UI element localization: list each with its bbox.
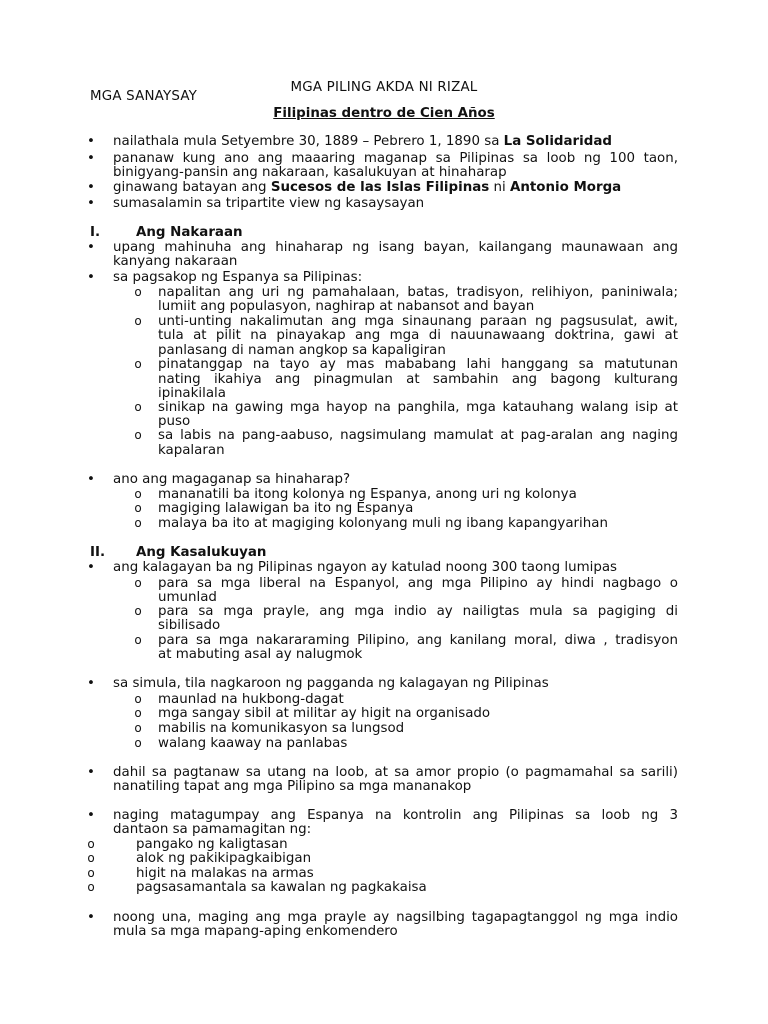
- circle-bullet-icon: o: [87, 851, 95, 865]
- circle-bullet-icon: o: [134, 604, 142, 618]
- circle-bullet-icon: o: [87, 880, 95, 894]
- intro-bullet-3-text: ginawang batayan ang: [113, 180, 271, 195]
- s2-improvement-3: mabilis na komunikasyon sa lungsod: [158, 721, 405, 736]
- circle-bullet-icon: o: [87, 837, 95, 851]
- s1-sub-3-line-3: ipinakilala: [158, 386, 226, 401]
- circle-bullet-icon: o: [134, 285, 142, 299]
- s1-sub-5-line-2: kapalaran: [158, 443, 225, 458]
- section-2-numeral: II.: [90, 545, 106, 560]
- s2-bullet-4-line-2: dantaon sa pamamagitan ng:: [113, 822, 312, 837]
- s2-bullet-1: ang kalagayan ba ng Pilipinas ngayon ay katulad noong 300 taong lumipas: [113, 560, 618, 575]
- intro-bullet-4: sumasalamin sa tripartite view ng kasaysayan: [113, 196, 425, 211]
- bullet-icon: •: [87, 180, 95, 195]
- circle-bullet-icon: o: [134, 706, 142, 720]
- s2-method-1: pangako ng kaligtasan: [136, 837, 288, 852]
- circle-bullet-icon: o: [134, 501, 142, 515]
- s1-sub-3-line-1: pinatanggap na tayo ay mas mababang lahi hanggang sa matutunan: [158, 357, 678, 372]
- s2-method-3: higit na malakas na armas: [136, 866, 314, 881]
- intro-bullet-3-mid: ni: [489, 180, 510, 195]
- source-title: Sucesos de las Islas Filipinas: [270, 180, 490, 195]
- bullet-icon: •: [87, 676, 95, 691]
- publication-name: La Solidaridad: [503, 134, 612, 149]
- bullet-icon: •: [87, 765, 95, 780]
- s2-bullet-3-line-1: dahil sa pagtanaw sa utang na loob, at sa amor propio (o pagmamahal sa sarili): [113, 765, 678, 780]
- circle-bullet-icon: o: [134, 721, 142, 735]
- s2-sub-2-line-1: para sa mga prayle, ang mga indio ay nailigtas mula sa pagiging di: [158, 604, 678, 619]
- s1-bullet-1-line-2: kanyang nakaraan: [113, 254, 238, 269]
- circle-bullet-icon: o: [134, 736, 142, 750]
- s1-sub-2-line-1: unti-unting nakalimutan ang mga sinaunang paraan ng pagsusulat, awit,: [158, 314, 678, 329]
- s1-bullet-3: ano ang magaganap sa hinaharap?: [113, 472, 351, 487]
- s1-sub-2-line-2: tula at pilit na pinayakap ang mga di nauunawaang doktrina, gawi at: [158, 328, 678, 343]
- circle-bullet-icon: o: [87, 866, 95, 880]
- circle-bullet-icon: o: [134, 633, 142, 647]
- s1-question-1: mananatili ba itong kolonya ng Espanya, anong uri ng kolonya: [158, 487, 577, 502]
- s1-sub-1-line-2: lumiit ang populasyon, naghirap at nabansot and bayan: [158, 299, 535, 314]
- section-2-heading: Ang Kasalukuyan: [136, 545, 267, 560]
- document-title: MGA PILING AKDA NI RIZAL: [290, 80, 478, 95]
- intro-bullet-2-line-1: pananaw kung ano ang maaaring maganap sa Pilipinas sa loob ng 100 taon,: [113, 151, 678, 166]
- s1-bullet-2: sa pagsakop ng Espanya sa Pilipinas:: [113, 270, 363, 285]
- section-1-heading: Ang Nakaraan: [136, 225, 243, 240]
- s1-sub-1-line-1: napalitan ang uri ng pamahalaan, batas, tradisyon, relihiyon, paniniwala;: [158, 285, 678, 300]
- s1-sub-5-line-1: sa labis na pang-aabuso, nagsimulang mamulat at pag-aralan ang naging: [158, 428, 678, 443]
- circle-bullet-icon: o: [134, 400, 142, 414]
- essay-title: Filipinas dentro de Cien Años: [273, 106, 495, 121]
- s2-method-4: pagsasamantala sa kawalan ng pagkakaisa: [136, 880, 427, 895]
- bullet-icon: •: [87, 910, 95, 925]
- bullet-icon: •: [87, 151, 95, 166]
- intro-bullet-2-line-2: binigyang-pansin ang nakaraan, kasalukuyan at hinaharap: [113, 165, 507, 180]
- s2-method-2: alok ng pakikipagkaibigan: [136, 851, 312, 866]
- intro-bullet-1-text: nailathala mula Setyembre 30, 1889 – Pebrero 1, 1890 sa: [113, 134, 504, 149]
- s2-sub-2-line-2: sibilisado: [158, 618, 221, 633]
- circle-bullet-icon: o: [134, 357, 142, 371]
- s2-bullet-5-line-1: noong una, maging ang mga prayle ay nagsilbing tagapagtanggol ng mga indio: [113, 910, 678, 925]
- s1-sub-4-line-2: puso: [158, 414, 191, 429]
- s1-question-2: magiging lalawigan ba ito ng Espanya: [158, 501, 414, 516]
- bullet-icon: •: [87, 196, 95, 211]
- section-label: MGA SANAYSAY: [90, 89, 198, 104]
- bullet-icon: •: [87, 240, 95, 255]
- circle-bullet-icon: o: [134, 314, 142, 328]
- bullet-icon: •: [87, 560, 95, 575]
- s2-bullet-3-line-2: nanatiling tapat ang mga Pilipino sa mga mananakop: [113, 779, 472, 794]
- section-1-numeral: I.: [90, 225, 101, 240]
- s1-sub-2-line-3: panlasang di naman angkop sa kapaligiran: [158, 343, 446, 358]
- bullet-icon: •: [87, 270, 95, 285]
- circle-bullet-icon: o: [134, 516, 142, 530]
- circle-bullet-icon: o: [134, 576, 142, 590]
- circle-bullet-icon: o: [134, 428, 142, 442]
- s1-sub-3-line-2: nating ikahiya ang pinagmulan at sambahin ang bagong kulturang: [158, 372, 678, 387]
- bullet-icon: •: [87, 134, 95, 149]
- s1-bullet-1-line-1: upang mahinuha ang hinaharap ng isang bayan, kailangang maunawaan ang: [113, 240, 678, 255]
- s2-sub-1-line-1: para sa mga liberal na Espanyol, ang mga Pilipino ay hindi nagbago o: [158, 576, 678, 591]
- s2-improvement-4: walang kaaway na panlabas: [158, 736, 348, 751]
- s1-sub-4-line-1: sinikap na gawing mga hayop na panghila, mga katauhang walang isip at: [158, 400, 678, 415]
- intro-bullet-1: [113, 134, 612, 149]
- s2-bullet-4-line-1: naging matagumpay ang Espanya na kontrolin ang Pilipinas sa loob ng 3: [113, 808, 678, 823]
- s2-sub-3-line-1: para sa mga nakararaming Pilipino, ang kanilang moral, diwa , tradisyon: [158, 633, 678, 648]
- circle-bullet-icon: o: [134, 487, 142, 501]
- circle-bullet-icon: o: [134, 692, 142, 706]
- s2-improvement-2: mga sangay sibil at militar ay higit na organisado: [158, 706, 491, 721]
- intro-bullet-3: [113, 180, 621, 195]
- s2-sub-3-line-2: at mabuting asal ay nalugmok: [158, 647, 363, 662]
- bullet-icon: •: [87, 808, 95, 823]
- s2-bullet-2: sa simula, tila nagkaroon ng pagganda ng kalagayan ng Pilipinas: [113, 676, 549, 691]
- s2-sub-1-line-2: umunlad: [158, 590, 217, 605]
- source-author: Antonio Morga: [509, 180, 622, 195]
- s1-question-3: malaya ba ito at magiging kolonyang muli ng ibang kapangyarihan: [158, 516, 608, 531]
- s2-bullet-5-line-2: mula sa mga mapang-aping enkomendero: [113, 924, 398, 939]
- s2-improvement-1: maunlad na hukbong-dagat: [158, 692, 344, 707]
- bullet-icon: •: [87, 472, 95, 487]
